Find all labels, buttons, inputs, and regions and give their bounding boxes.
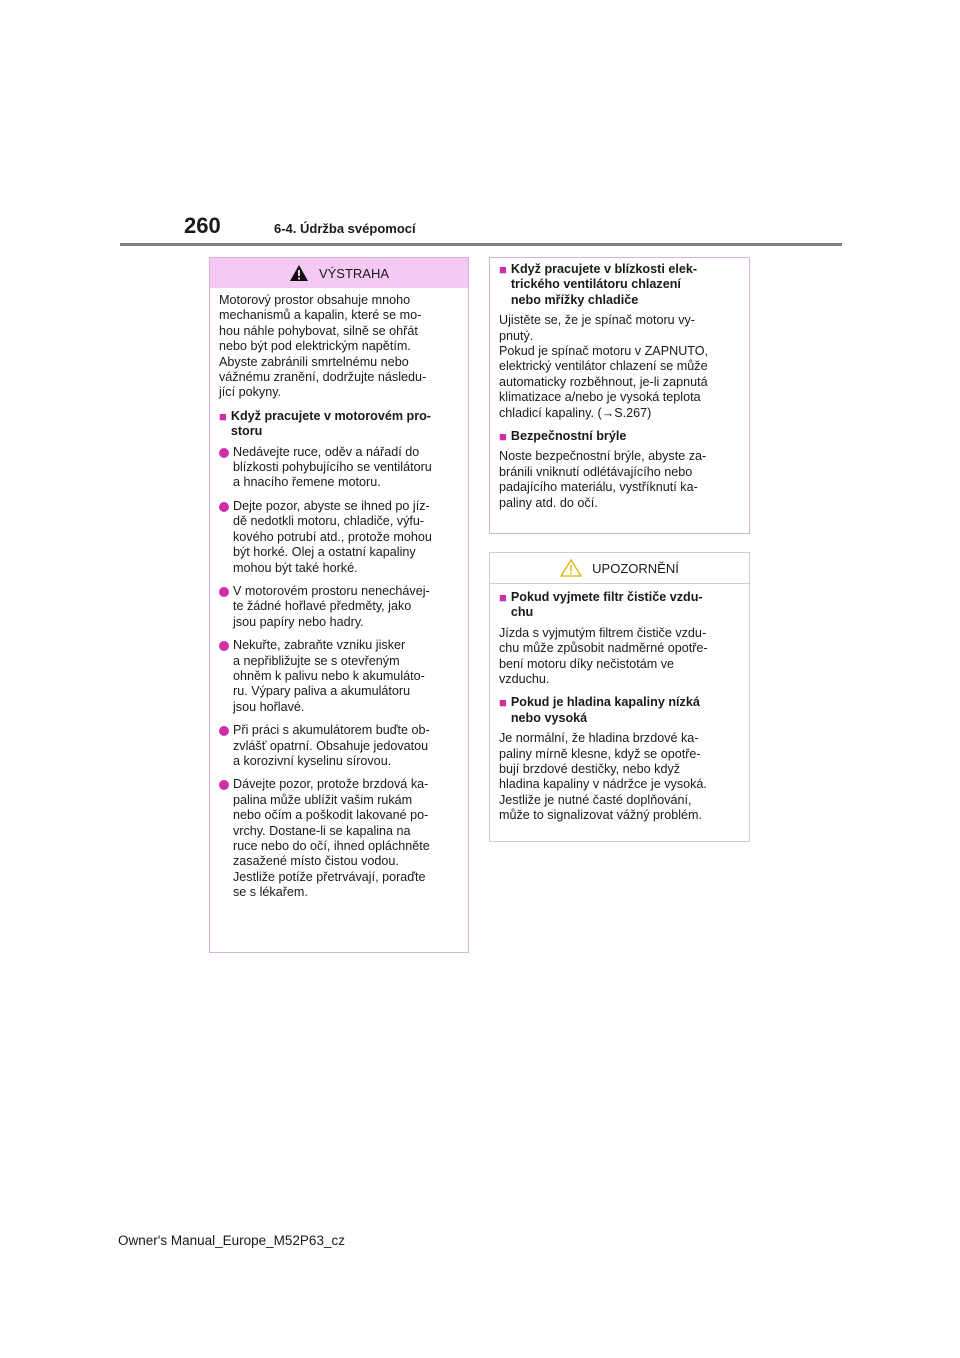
safety-glasses-heading-text: Bezpečnostní brýle: [510, 429, 627, 444]
pink-dot-icon: [219, 502, 229, 512]
safety-glasses-heading: [499, 429, 739, 444]
caution-box: [489, 552, 750, 842]
list-item-text: Při práci s akumulátorem buďte ob- zvlášť opatrní. Obsahuje jedovatou a korozivní kyselinu sírovou.: [233, 723, 430, 768]
pink-dot-icon: [219, 726, 229, 736]
safety-glasses-text: Noste bezpečnostní brýle, abyste za- bránili vniknutí odlétávajícího nebo padajícího materiálu, vystříknutí ka- paliny atd. do očí.: [499, 449, 707, 510]
warning-heading-text: Když pracujete v motorovém pro- storu: [230, 408, 432, 439]
warning-heading: [219, 409, 458, 440]
list-item-text: Dávejte pozor, protože brzdová ka- palina může ublížit vašim rukám nebo očím a poškodit lakované po- vrchy. Dostane-li se kapalina na ruce nebo do očí, ihned opláchněte zasažené místo čistou vodou. Jestliže potíže přetrvávají, poraďte se s lékařem.: [233, 777, 430, 900]
warning-continuation-box: [489, 257, 750, 534]
caution-title: UPOZORNĚNÍ: [592, 560, 679, 576]
list-item-text: V motorovém prostoru nenechávej- te žádné hořlavé předměty, jako jsou papíry nebo hadry.: [233, 583, 430, 629]
pink-square-icon: ■: [499, 695, 507, 711]
cooling-fan-heading: [499, 262, 739, 308]
list-item: [219, 584, 458, 630]
list-item: [219, 777, 458, 900]
list-item: [219, 723, 458, 769]
page-number: 260: [184, 213, 221, 238]
caution-header: [490, 553, 749, 584]
pink-dot-icon: [219, 587, 229, 597]
warning-box: [209, 257, 469, 953]
pink-square-icon: ■: [499, 262, 507, 277]
pink-square-icon: ■: [499, 429, 507, 445]
list-item: [219, 638, 458, 715]
pink-dot-icon: [219, 448, 229, 458]
warning-title: VÝSTRAHA: [318, 265, 390, 281]
header-rule: [120, 243, 842, 246]
fluid-level-heading: [499, 695, 739, 726]
air-filter-text: Jízda s vyjmutým filtrem čističe vzdu- chu může způsobit nadměrné opotře- bení motoru díky nečistotám ve vzduchu.: [499, 625, 708, 687]
pink-dot-icon: [219, 780, 229, 790]
page-header: [184, 213, 416, 239]
list-item-text: Nedávejte ruce, oděv a nářadí do blízkosti pohybujícího se ventilátoru a hnacího řemene motoru.: [233, 444, 432, 490]
section-title: 6-4. Údržba svépomocí: [274, 221, 416, 236]
pink-square-icon: ■: [219, 408, 227, 424]
fluid-level-text: Je normální, že hladina brzdové ka- paliny mírně klesne, když se opotře- bují brzdové destičky, nebo když hladina kapaliny v nádržce je vysoká. Jestliže je nutné časté doplňování, může to signalizovat vážný problém.: [499, 731, 707, 823]
cooling-fan-text: Ujistěte se, že je spínač motoru vy- pnutý. Pokud je spínač motoru v ZAPNUTO, elektrický ventilátor chlazení se může automaticky rozběhnout, je-li zapnutá klimatizace a/nebo je vysoká teplota chladicí kapaliny. (→S.267): [499, 313, 709, 420]
cooling-fan-heading-text: Když pracujete v blízkosti elek- trického ventilátoru chlazení nebo mřížky chladiče: [510, 262, 698, 307]
footer-text: Owner's Manual_Europe_M52P63_cz: [118, 1233, 345, 1248]
warning-triangle-icon: [289, 264, 309, 282]
list-item-text: Dejte pozor, abyste se ihned po jíz- dě nedotkli motoru, chladiče, výfu- kového potrubí atd., protože mohou být horké. Olej a ostatní kapaliny mohou být také horké.: [233, 498, 432, 575]
list-item: [219, 445, 458, 491]
caution-triangle-icon: [560, 559, 582, 577]
air-filter-heading-text: Pokud vyjmete filtr čističe vzdu- chu: [510, 590, 703, 620]
warning-intro: Motorový prostor obsahuje mnoho mechanismů a kapalin, které se mo- hou náhle pohybovat, silně se ohřát nebo být pod elektrickým napětím. Abyste zabránili smrtelnému nebo vážnému zranění, dodržujte následu- jící pokyny.: [219, 293, 427, 400]
list-item: [219, 499, 458, 576]
pink-square-icon: ■: [499, 590, 507, 605]
air-filter-heading: [499, 590, 739, 621]
fluid-level-heading-text: Pokud je hladina kapaliny nízká nebo vysoká: [510, 695, 700, 725]
list-item-text: Nekuřte, zabraňte vzniku jisker a nepřibližujte se s otevřeným ohněm k palivu nebo k akumuláto- ru. Výpary paliva a akumulátoru jsou hořlavé.: [233, 638, 425, 714]
pink-dot-icon: [219, 641, 229, 651]
warning-header: [210, 258, 468, 288]
